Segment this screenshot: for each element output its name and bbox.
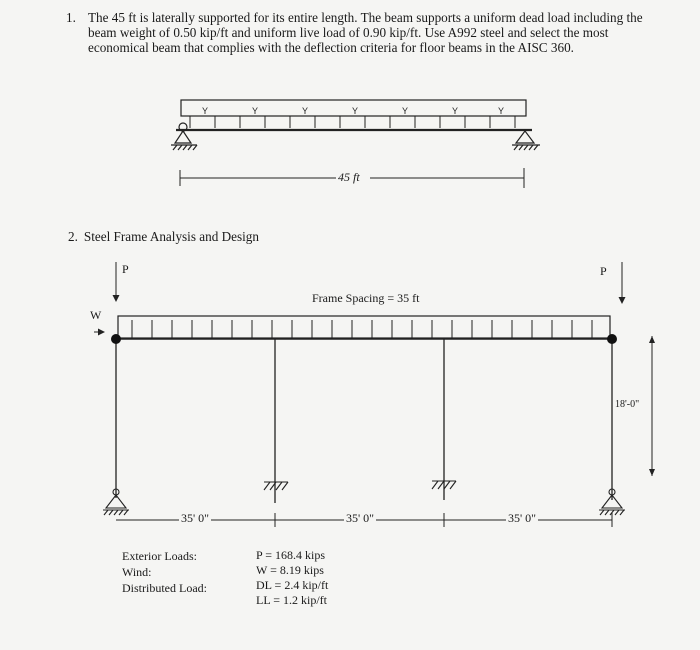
load-value-ll: LL = 1.2 kip/ft (256, 593, 327, 607)
svg-text:Y: Y (252, 106, 259, 116)
span-1-label: 35' 0" (181, 511, 210, 525)
frame-height-label: 18'-0" (615, 399, 640, 410)
problem-1-number: 1. (66, 10, 76, 25)
beam-span-label: 45 ft (338, 170, 360, 184)
load-value-p: P = 168.4 kips (256, 548, 325, 562)
point-load-label-left: P (122, 262, 129, 276)
problem-2-number: 2. (68, 229, 78, 244)
loads-labels (122, 548, 207, 596)
span-3-label: 35' 0" (508, 511, 537, 525)
svg-text:Y: Y (452, 106, 459, 116)
svg-text:Y: Y (498, 106, 505, 116)
span-2-label: 35' 0" (346, 511, 375, 525)
problem-2-title: Steel Frame Analysis and Design (83, 229, 259, 244)
loads-values (256, 548, 328, 608)
problem-2-heading (68, 229, 259, 245)
load-value-w: W = 8.19 kips (256, 563, 324, 577)
svg-text:Y: Y (352, 106, 359, 116)
svg-text:Y: Y (402, 106, 409, 116)
svg-text:Y: Y (202, 106, 209, 116)
load-value-dl: DL = 2.4 kip/ft (256, 578, 329, 592)
left-support-icon (171, 123, 197, 150)
problem-1-text: The 45 ft is laterally supported for its entire length. The beam supports a uniform dead load including the beam weight of 0.50 kip/ft and uniform live load of 0.90 kip/ft. Use A992 steel and select the most economical beam that complies with the deflection criteria for floor beams in the AISC 360. (88, 10, 643, 55)
fixed-support-middle-left-icon (264, 482, 288, 490)
wind-label: W (90, 308, 102, 322)
point-load-label-right: P (600, 264, 607, 278)
frame-load-arrows (132, 320, 592, 338)
load-label-wind: Wind: (122, 565, 152, 579)
svg-text:Y: Y (302, 106, 309, 116)
frame-spacing-label: Frame Spacing = 35 ft (312, 291, 420, 305)
load-label-distributed: Distributed Load: (122, 581, 207, 595)
rigid-joint-right (607, 334, 617, 344)
load-label-exterior: Exterior Loads: (122, 549, 197, 563)
rigid-joint-left (111, 334, 121, 344)
right-support-icon (512, 131, 540, 150)
load-arrows-1 (190, 116, 515, 128)
